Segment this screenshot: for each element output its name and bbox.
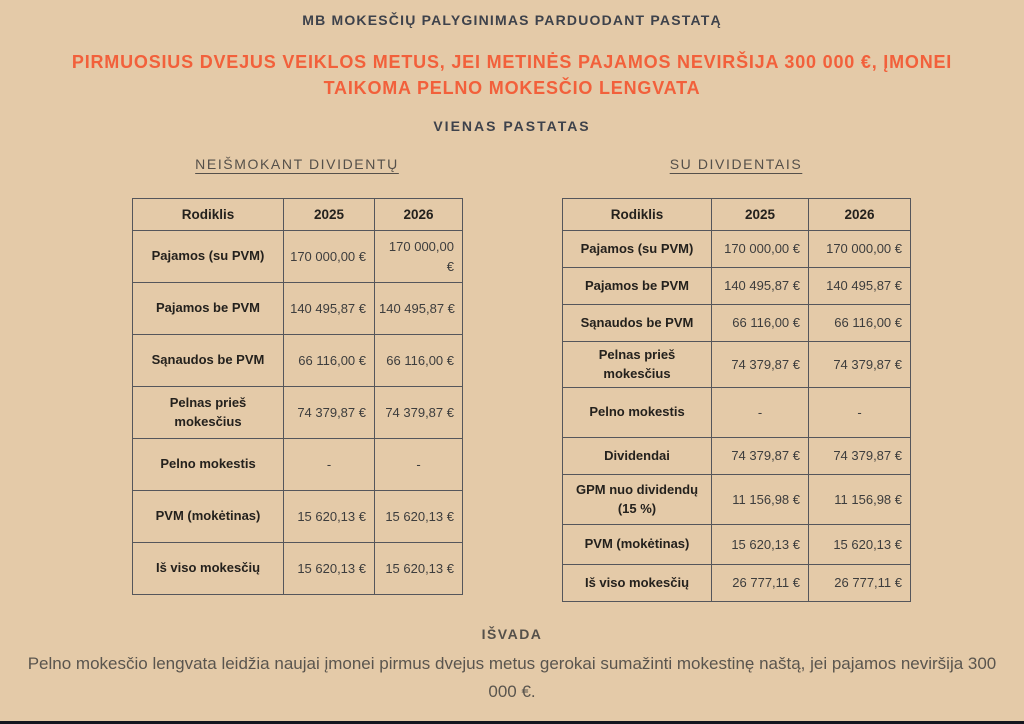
cell-value: 74 379,87 € — [809, 438, 911, 475]
table-section-no-dividends — [132, 156, 462, 595]
cell-value: 15 620,13 € — [712, 525, 809, 565]
table-with-dividends — [562, 198, 911, 602]
cell-value: 74 379,87 € — [809, 342, 911, 388]
column-header-rodiklis: Rodiklis — [133, 199, 284, 231]
cell-value: - — [284, 439, 375, 491]
cell-label: Iš viso mokesčių — [133, 543, 284, 595]
table-row — [563, 231, 911, 268]
table-row — [133, 231, 463, 283]
table-header-row — [133, 199, 463, 231]
cell-label: Pelnas prieš mokesčius — [133, 387, 284, 439]
cell-value: 66 116,00 € — [712, 305, 809, 342]
cell-value: 26 777,11 € — [809, 565, 911, 602]
cell-label: Pelno mokestis — [563, 388, 712, 438]
cell-value: - — [375, 439, 463, 491]
conclusion-heading: IŠVADA — [481, 626, 543, 642]
table-row — [563, 565, 911, 602]
cell-value: 74 379,87 € — [284, 387, 375, 439]
cell-value: - — [712, 388, 809, 438]
cell-label: PVM (mokėtinas) — [563, 525, 712, 565]
table-row — [133, 439, 463, 491]
cell-label: Pelno mokestis — [133, 439, 284, 491]
column-header-year: 2026 — [809, 199, 911, 231]
cell-value: 140 495,87 € — [375, 283, 463, 335]
cell-value: 11 156,98 € — [809, 475, 911, 525]
cell-value: 66 116,00 € — [809, 305, 911, 342]
table-row — [563, 525, 911, 565]
cell-value: 15 620,13 € — [375, 543, 463, 595]
cell-value: - — [809, 388, 911, 438]
table-heading-with-dividends: SU DIVIDENTAIS — [669, 156, 803, 172]
cell-label: Dividendai — [563, 438, 712, 475]
cell-value: 74 379,87 € — [712, 342, 809, 388]
cell-label: Pajamos (su PVM) — [133, 231, 284, 283]
page-title: MB MOKESČIŲ PALYGINIMAS PARDUODANT PASTATĄ — [302, 12, 722, 28]
cell-value: 26 777,11 € — [712, 565, 809, 602]
cell-label: Pajamos be PVM — [133, 283, 284, 335]
table-row — [133, 387, 463, 439]
cell-value: 140 495,87 € — [284, 283, 375, 335]
cell-label: Sąnaudos be PVM — [563, 305, 712, 342]
cell-label: Iš viso mokesčių — [563, 565, 712, 602]
cell-value: 74 379,87 € — [375, 387, 463, 439]
cell-label: Pajamos (su PVM) — [563, 231, 712, 268]
cell-label: Sąnaudos be PVM — [133, 335, 284, 387]
section-label: VIENAS PASTATAS — [433, 118, 591, 134]
cell-value: 140 495,87 € — [809, 268, 911, 305]
table-row — [563, 342, 911, 388]
table-row — [133, 283, 463, 335]
page-subtitle: PIRMUOSIUS DVEJUS VEIKLOS METUS, JEI METINĖS PAJAMOS NEVIRŠIJA 300 000 €, ĮMONEI TAIKOMA PELNO MOKESČIO LENGVATA — [71, 52, 953, 98]
table-heading-no-dividends: NEIŠMOKANT DIVIDENTŲ — [195, 156, 399, 172]
cell-value: 170 000,00 € — [712, 231, 809, 268]
table-row — [563, 268, 911, 305]
conclusion-text: Pelno mokesčio lengvata leidžia naujai įmonei pirmus dvejus metus gerokai sumažinti mokestinę naštą, jei pajamos neviršija 300 000 €. — [27, 654, 997, 701]
cell-value: 170 000,00 € — [284, 231, 375, 283]
cell-label: Pajamos be PVM — [563, 268, 712, 305]
cell-label: PVM (mokėtinas) — [133, 491, 284, 543]
cell-value: 15 620,13 € — [284, 543, 375, 595]
table-no-dividends — [132, 198, 463, 595]
table-row — [563, 305, 911, 342]
cell-value: 170 000,00 € — [375, 231, 463, 283]
table-row — [133, 543, 463, 595]
cell-value: 15 620,13 € — [284, 491, 375, 543]
cell-value: 74 379,87 € — [712, 438, 809, 475]
column-header-year: 2025 — [712, 199, 809, 231]
cell-value: 15 620,13 € — [809, 525, 911, 565]
cell-value: 15 620,13 € — [375, 491, 463, 543]
table-row — [563, 475, 911, 525]
cell-value: 66 116,00 € — [284, 335, 375, 387]
table-section-with-dividends — [562, 156, 910, 602]
table-header-row — [563, 199, 911, 231]
column-header-year: 2026 — [375, 199, 463, 231]
column-header-rodiklis: Rodiklis — [563, 199, 712, 231]
cell-value: 66 116,00 € — [375, 335, 463, 387]
table-row — [563, 388, 911, 438]
table-row — [563, 438, 911, 475]
cell-value: 11 156,98 € — [712, 475, 809, 525]
column-header-year: 2025 — [284, 199, 375, 231]
table-row — [133, 491, 463, 543]
cell-value: 140 495,87 € — [712, 268, 809, 305]
cell-value: 170 000,00 € — [809, 231, 911, 268]
cell-label: GPM nuo dividendų (15 %) — [563, 475, 712, 525]
table-row — [133, 335, 463, 387]
cell-label: Pelnas prieš mokesčius — [563, 342, 712, 388]
